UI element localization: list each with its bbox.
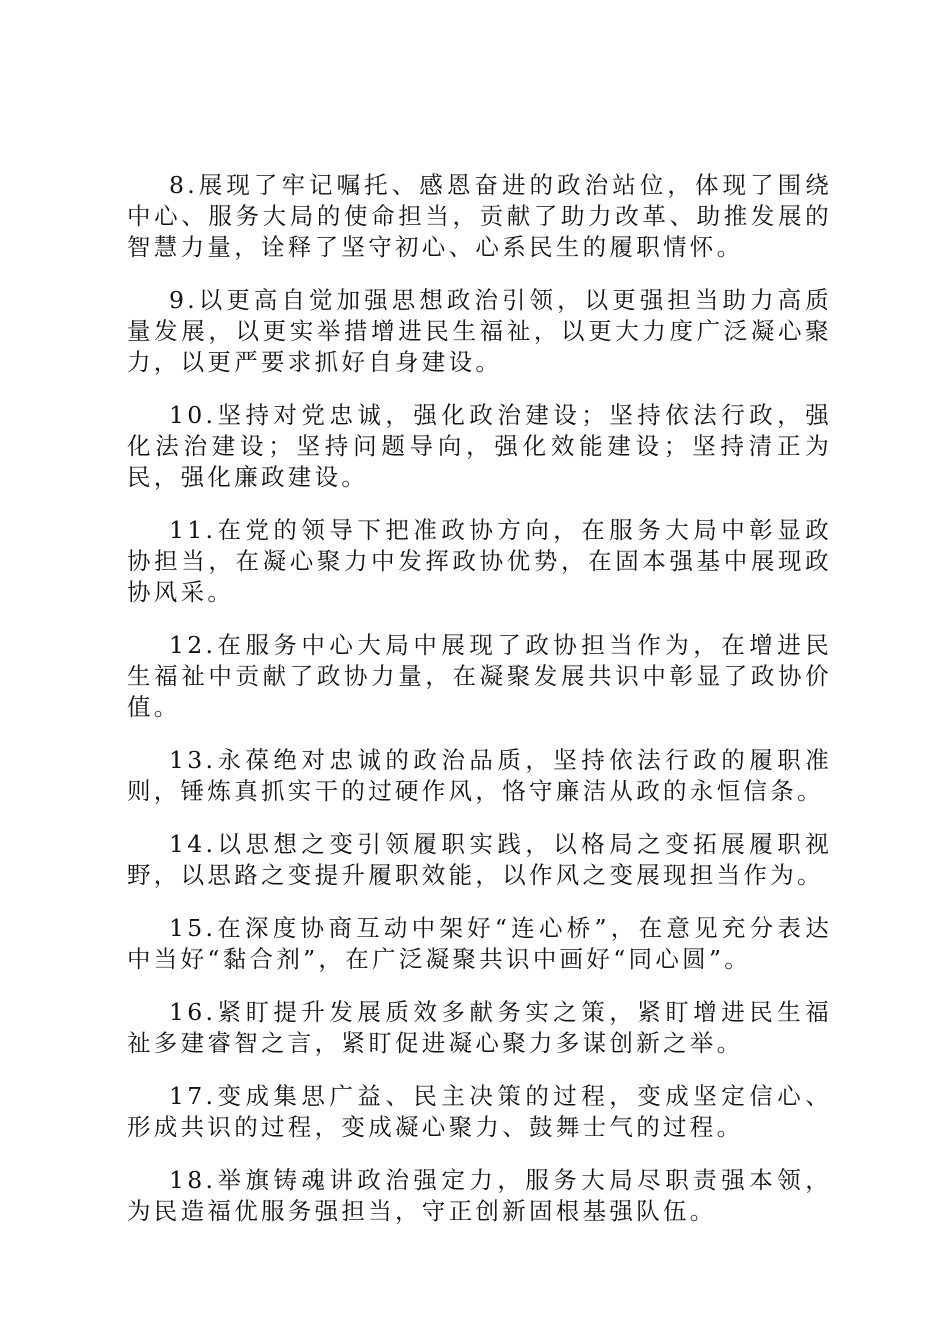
paragraph-item-18: 18.举旗铸魂讲政治强定力，服务大局尽职责强本领，为民造福优服务强担当，守正创新固根基强队伍。 [127,1166,832,1225]
document-body [127,170,832,1249]
paragraph-item-17: 17.变成集思广益、民主决策的过程，变成坚定信心、形成共识的过程，变成凝心聚力、鼓舞士气的过程。 [127,1082,832,1141]
paragraph-item-15: 15.在深度协商互动中架好“连心桥”，在意见充分表达中当好“黏合剂”，在广泛凝聚共识中画好“同心圆”。 [127,914,832,973]
paragraph-item-10: 10.坚持对党忠诚，强化政治建设；坚持依法行政，强化法治建设；坚持问题导向，强化效能建设；坚持清正为民，强化廉政建设。 [127,401,832,491]
paragraph-item-14: 14.以思想之变引领履职实践，以格局之变拓展履职视野，以思路之变提升履职效能，以作风之变展现担当作为。 [127,830,832,889]
paragraph-item-13: 13.永葆绝对忠诚的政治品质，坚持依法行政的履职准则，锤炼真抓实干的过硬作风，恪守廉洁从政的永恒信条。 [127,746,832,805]
paragraph-item-8: 8.展现了牢记嘱托、感恩奋进的政治站位，体现了围绕中心、服务大局的使命担当，贡献了助力改革、助推发展的智慧力量，诠释了坚守初心、心系民生的履职情怀。 [127,171,832,261]
paragraph-item-9: 9.以更高自觉加强思想政治引领，以更强担当助力高质量发展，以更实举措增进民生福祉，以更大力度广泛凝心聚力，以更严要求抓好自身建设。 [127,286,832,376]
paragraph-item-11: 11.在党的领导下把准政协方向，在服务大局中彰显政协担当，在凝心聚力中发挥政协优势，在固本强基中展现政协风采。 [127,516,832,606]
paragraph-item-16: 16.紧盯提升发展质效多献务实之策，紧盯增进民生福祉多建睿智之言，紧盯促进凝心聚力多谋创新之举。 [127,998,832,1057]
paragraph-item-12: 12.在服务中心大局中展现了政协担当作为，在增进民生福祉中贡献了政协力量，在凝聚发展共识中彰显了政协价值。 [127,631,832,721]
